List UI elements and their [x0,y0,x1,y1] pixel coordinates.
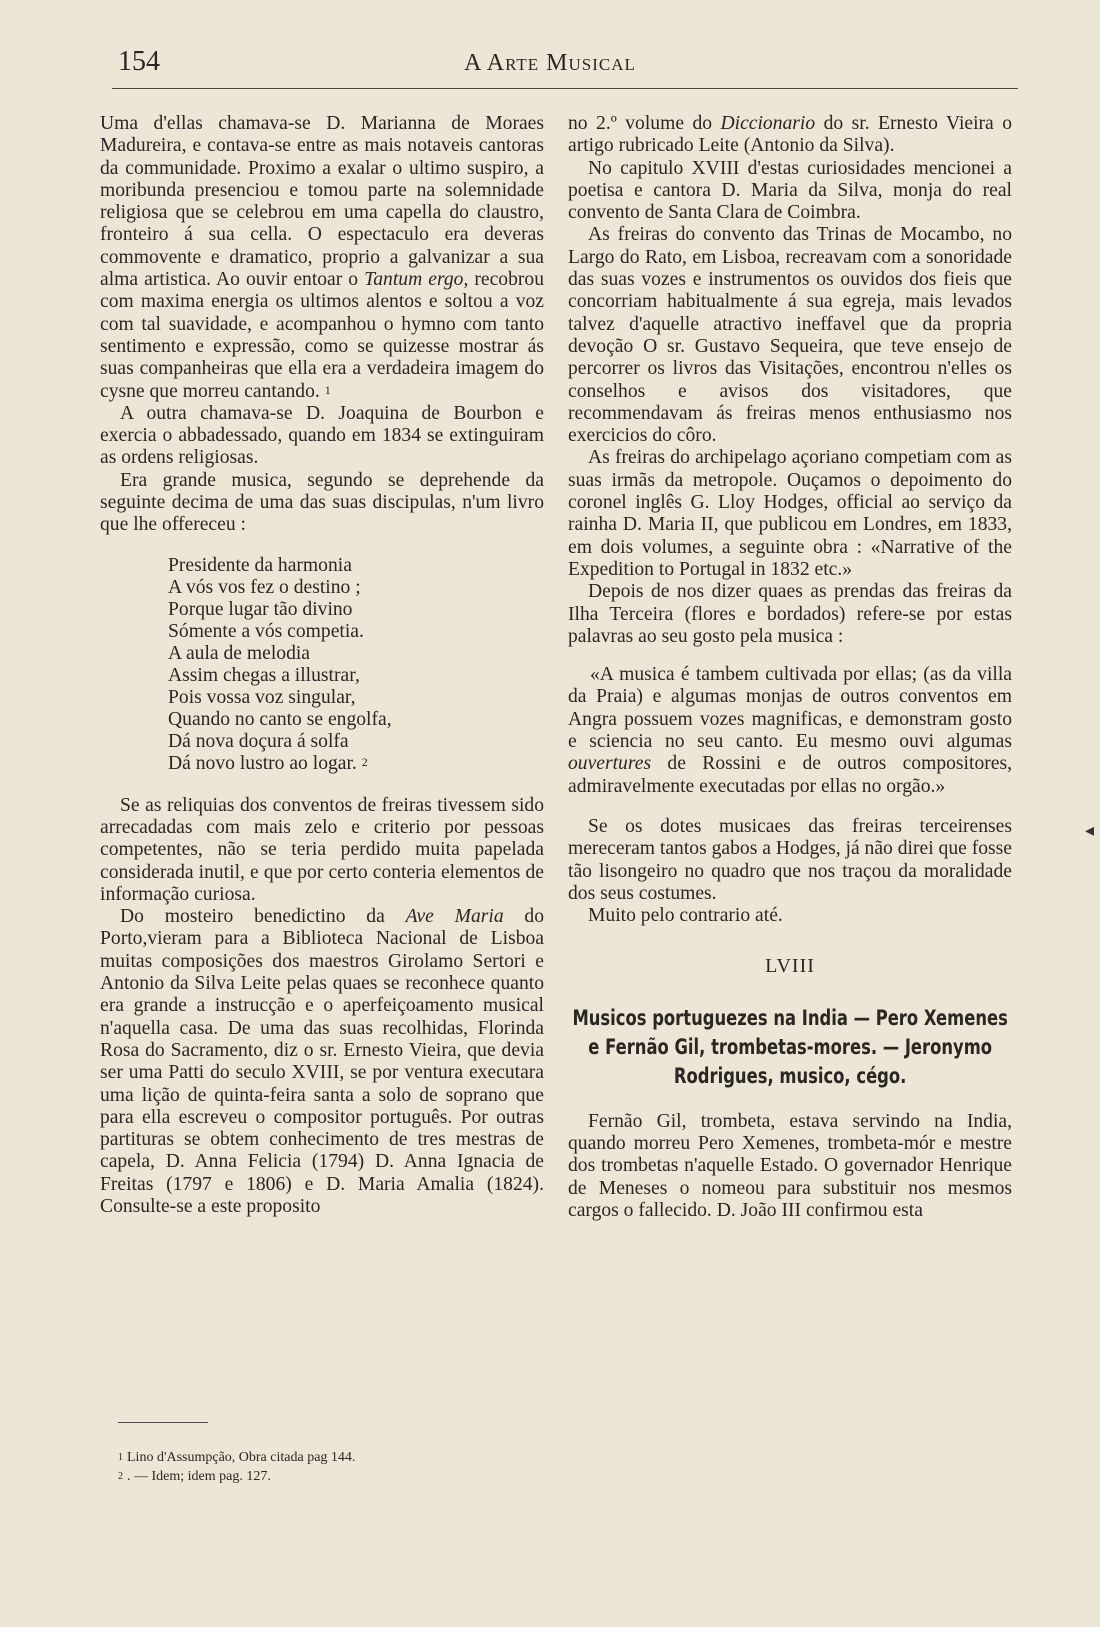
paragraph [568,113,1012,158]
text-run: do sr. Ernesto Vieira o artigo rubricado Leite (Antonio da Silva). [568,113,1012,157]
page-header [0,46,1100,86]
poem-line: Presidente da harmonia [168,554,352,576]
text-run: «A musica é tambem cultivada por ellas; (as da villa da Praia) e algumas monjas de outros conventos em Angra possuem vozes magnificas, e demonstram gosto e sciencia no seu canto. Eu mesmo ouvi algumas [568,664,1012,753]
right-column [568,113,1012,1222]
italic-text: Diccionario [720,113,816,134]
paragraph: As freiras do convento das Trinas de Mocambo, no Largo do Rato, em Lisboa, recreavam com a sonoridade das suas vozes e instrumentos os ouvidos dos fieis que concorriam habitualmente á sua egreja, mais levados talvez d'aquelle atractivo ineffavel que da propria devoção O sr. Gustavo Sequeira, que teve ensejo de percorrer os livros das Visitações, encontrou n'elles os conselhos e avisos dos visitadores, que recommendavam ás freiras menos enthusiasmo nos exercicios do côro. [568,224,1012,447]
text-run: Do mosteiro benedictino da [120,906,406,928]
quote-paragraph [568,664,1012,798]
footnote-text: Lino d'Assumpção, Obra citada pag 144. [127,1450,356,1465]
paragraph: As freiras do archipelago açoriano competiam com as suas irmãs da metropole. Ouçamos o depoimento do coronel inglês G. Lloy Hodges, official ao serviço da rainha D. Maria II, que publicou em Londres, em 1833, em dois volumes, a seguinte obra : «Narrative of the Expedition to Portugal in 1832 etc.» [568,447,1012,580]
text-run: do Porto,vieram para a Biblioteca Nacional de Lisboa muitas composições dos maestros Girolamo Sertori e Antonio da Silva Leite pelas quaes se reconhece quanto era grande a instrucção e o aperfeiçoamento musical n'aquella casa. De uma das suas recolhidas, Florinda Rosa do Sacramento, diz o sr. Ernesto Vieira, que devia ser uma Patti do seculo XVIII, se por ventura executara uma lição de quinta-feira santa a solo de soprano que para ella escreveu o compositor português. Por outras partituras se obtem conhecimento de tres mestras de capela, D. Anna Felicia (1794) D. Anna Ignacia de Freitas (1797 e 1806) e D. Maria Amalia (1824). Consulte-se a este proposito [100,906,545,1217]
footnote-number: 2 [118,1471,123,1482]
poem-line: Porque lugar tão divino [168,598,353,620]
paragraph: Muito pelo contrario até. [588,905,783,927]
text-run: , recobrou com maxima energia os ultimos alentos e soltou a voz com tal suavidade, e acompanhou o hymno com tanto sentimento e expressão, como se quizesse mostrar ás suas companheiras que ella era a verdadeira imagem do cysne que morreu cantando. [100,269,545,402]
section-numeral: LVIII [765,955,815,978]
paragraph [100,113,544,403]
footnote [118,1448,538,1467]
poem-line: Sómente a vós competia. [168,620,364,642]
quotation [568,664,1012,798]
footnote-text: . — Idem; idem pag. 127. [127,1469,271,1484]
header-rule [112,88,1018,89]
paragraph: A outra chamava-se D. Joaquina de Bourbon e exercia o abbadessado, quando em 1834 se extinguiram as ordens religiosas. [100,402,544,469]
running-title: A Arte Musical [464,50,636,76]
poem [168,555,544,775]
poem-line: A vós vos fez o destino ; [168,576,361,598]
poem-line: A aula de melodia [168,642,311,664]
italic-text: Tantum ergo [364,269,464,291]
left-column [100,113,544,1218]
footnote-mark: 1 [324,382,331,397]
footnote-rule [118,1422,208,1423]
poem-line: Quando no canto se engolfa, [168,708,392,730]
poem-line [168,753,544,775]
text-run: de Rossini e de outros compositores, admiravelmente executadas por ellas no orgão.» [568,753,1012,797]
page-number: 154 [118,46,160,77]
italic-text: ouvertures [568,753,652,775]
paragraph: Era grande musica, segundo se deprehende da seguinte decima de uma das suas discipulas, n'um livro que lhe offereceu : [100,469,544,536]
footnote-mark: 2 [361,754,368,769]
paragraph: Fernão Gil, trombeta, estava servindo na India, quando morreu Pero Xemenes, trombeta-mór e mestre dos trombetas n'aquelle Estado. O governador Henrique de Meneses o nomeou para substituir nos mesmos cargos o fallecido. D. João III confirmou esta [568,1110,1012,1221]
margin-arrow-icon: ◂ [1084,820,1094,841]
poem-line-text: Dá novo lustro ao logar. [168,752,357,774]
paragraph: Depois de nos dizer quaes as prendas das freiras da Ilha Terceira (flores e bordados) refere-se por estas palavras ao seu gosto pela musica : [568,581,1012,647]
paragraph: No capitulo XVIII d'estas curiosidades mencionei a poetisa e cantora D. Maria da Silva, monja do real convento de Santa Clara de Coimbra. [568,157,1012,224]
paragraph [100,906,544,1218]
footnote-number: 1 [118,1452,123,1463]
poem-line: Dá nova doçura á solfa [168,730,349,752]
poem-line: Pois vossa voz singular, [168,686,356,708]
text-run: Uma d'ellas chamava-se D. Marianna de Moraes Madureira, e contava-se entre as mais notaveis cantoras da communidade. Proximo a exalar o ultimo suspiro, a moribunda presenciou e tomou parte na solemnidade religiosa que se celebrou em uma capella do claustro, fronteiro á sua cella. O espectaculo era deveras commovente e dramatico, proprio a galvanizar a sua alma artistica. Ao ouvir entoar o [100,113,544,291]
poem-line: Assim chegas a illustrar, [168,664,360,686]
text-run: no 2.º volume do [568,113,721,134]
paragraph: Se os dotes musicaes das freiras terceirenses mereceram tantos gabos a Hodges, já não direi que fosse tão lisongeiro no quadro que nos traçou da moralidade dos seus costumes. [568,815,1012,904]
paragraph: Se as reliquias dos conventos de freiras tivessem sido arrecadadas com mais zelo e criterio por pessoas competentes, não se teria perdido muita papelada considerada inutil, e que por certo conteria elementos de informação curiosa. [100,794,544,905]
section-heading: Musicos portuguezes na India — Pero Xemenes e Fernão Gil, trombetas-mores. — Jeronymo Rodrigues, musico, cégo. [572,1005,1008,1088]
italic-text: Ave Maria [405,906,504,928]
footnotes [118,1448,538,1486]
footnote [118,1467,538,1486]
